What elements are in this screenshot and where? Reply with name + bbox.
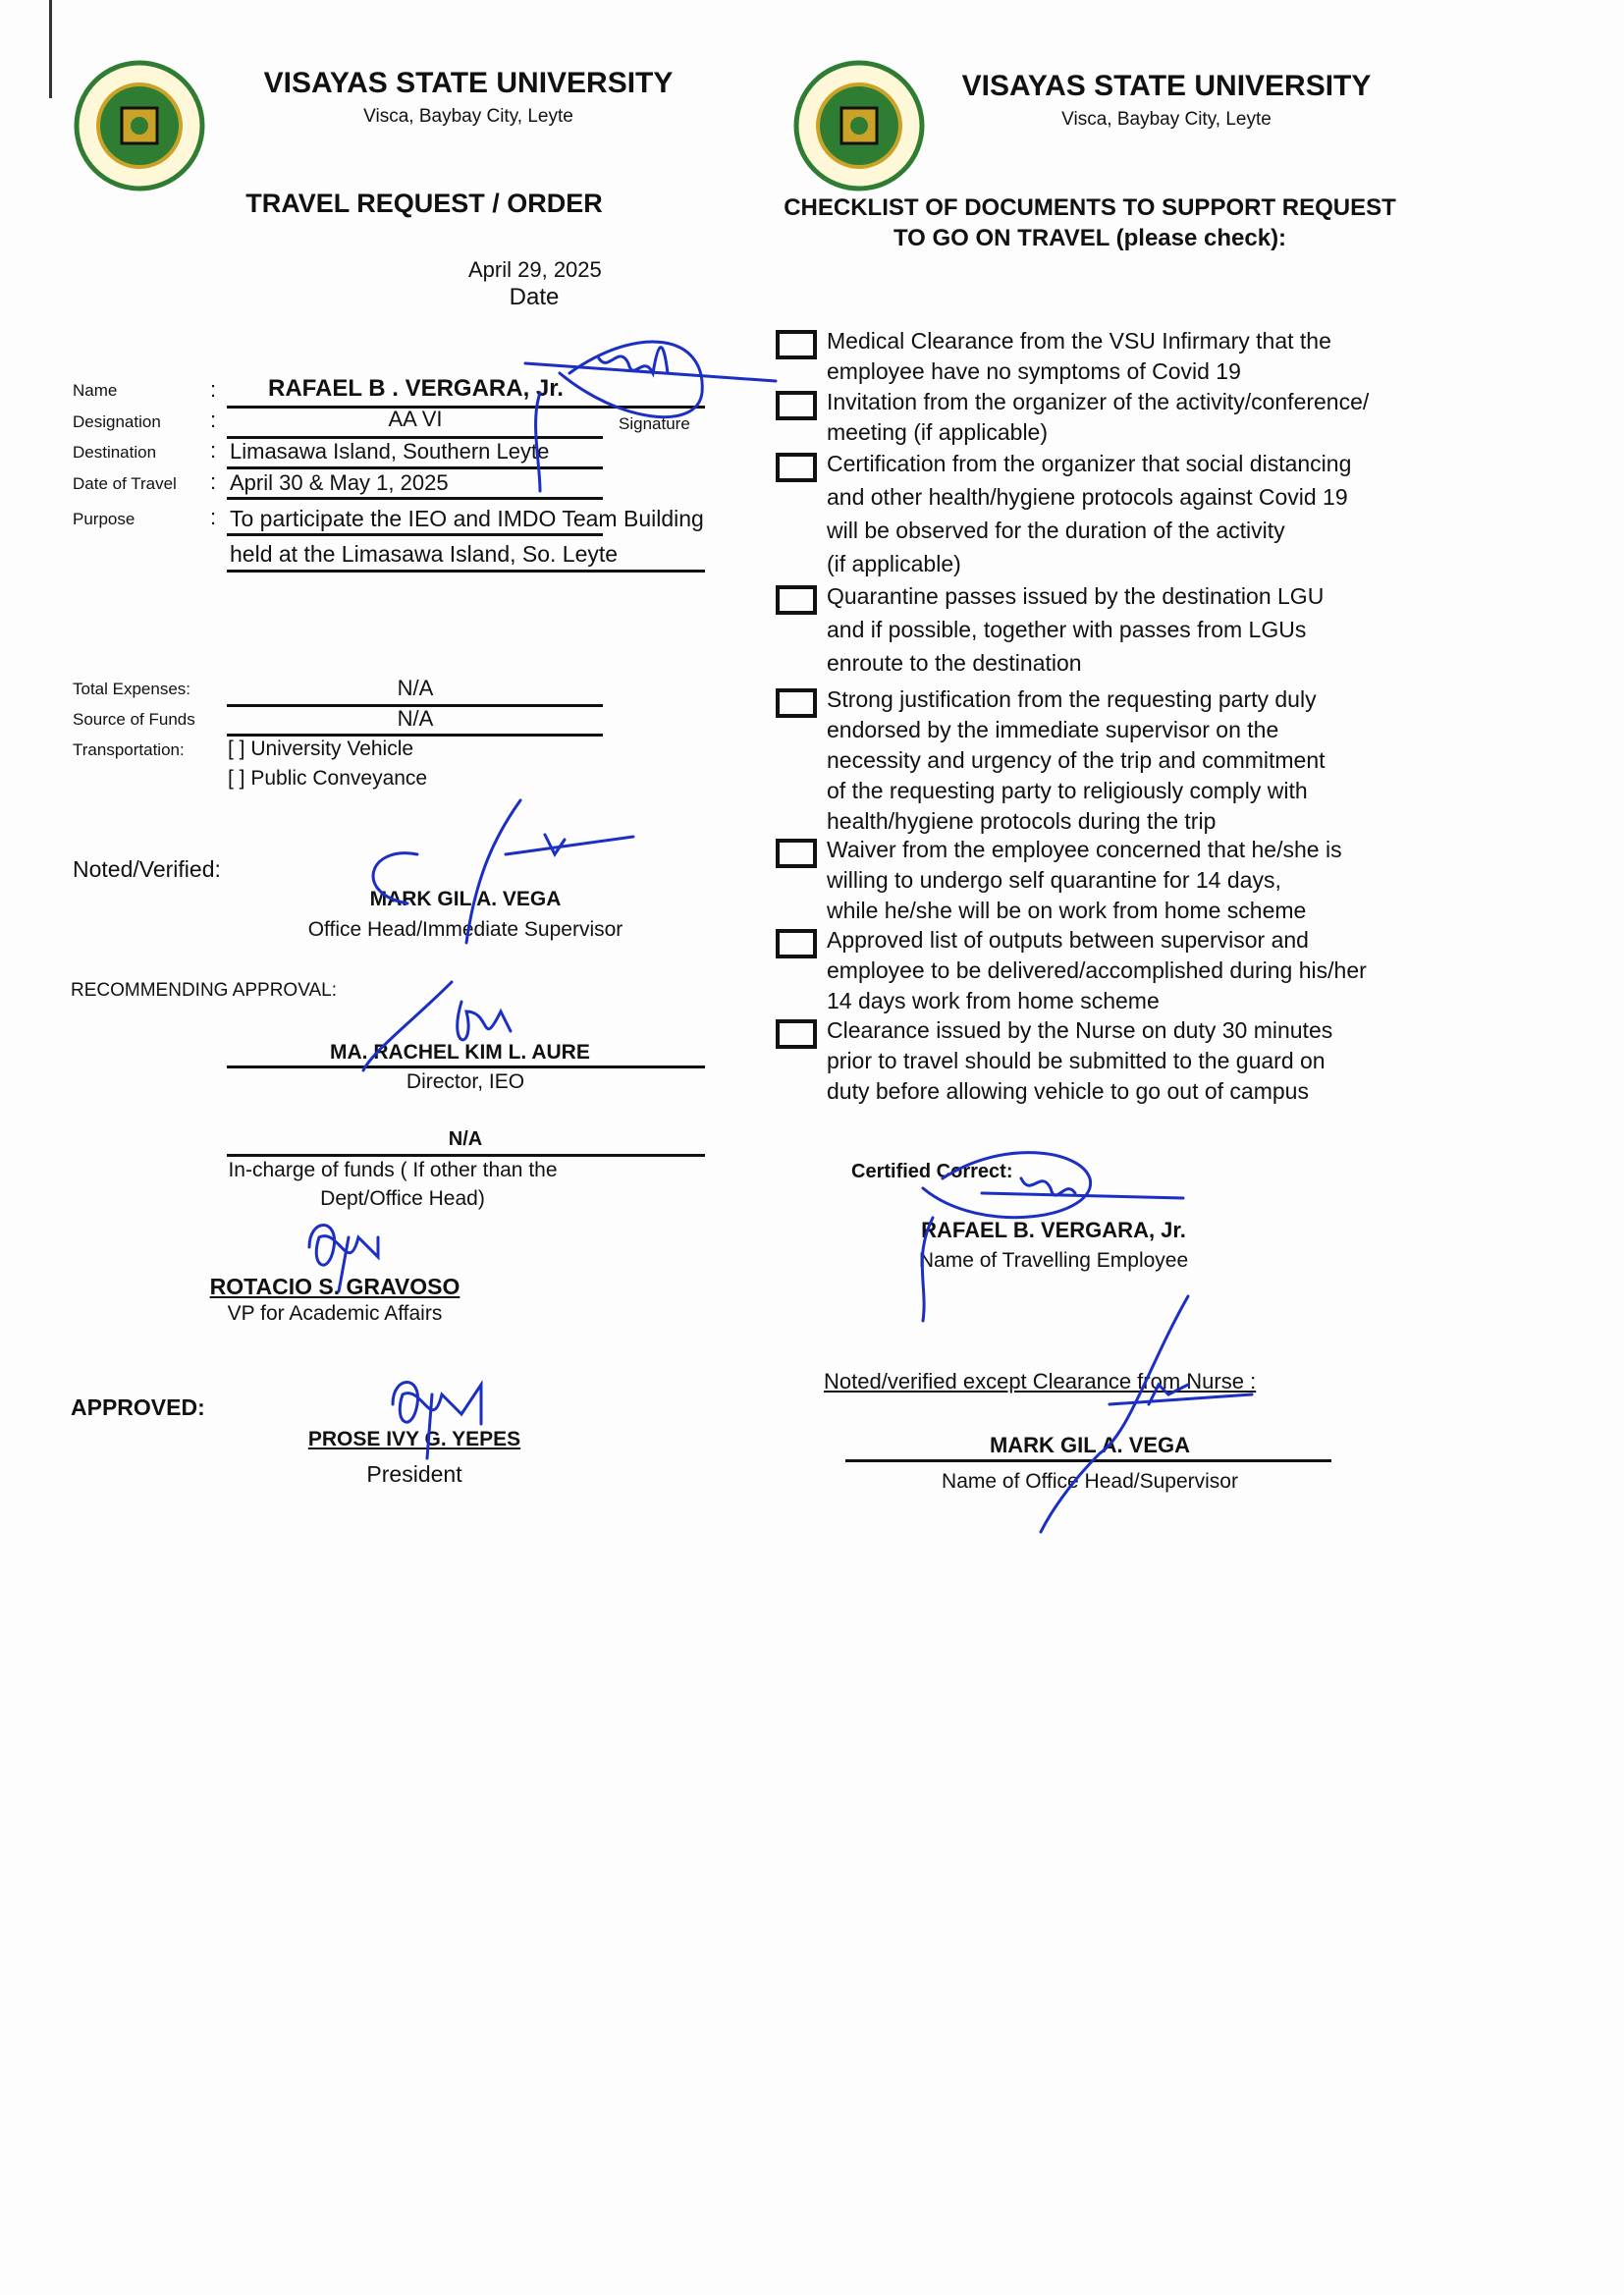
funds-incharge-title-1: In-charge of funds ( If other than the [228,1159,558,1181]
checklist-item-text: of the requesting party to religiously comply with [827,778,1308,803]
checklist-item-text: Waiver from the employee concerned that he/she is [827,837,1342,862]
checklist-item-text: duty before allowing vehicle to go out of campus [827,1078,1309,1104]
source-of-funds-value: N/A [397,706,434,731]
colon: : [210,438,217,463]
approved-name: PROSE IVY G. YEPES [307,1428,521,1450]
checklist-item-text: and other health/hygiene protocols against Covid 19 [827,484,1348,510]
checklist-checkbox[interactable] [776,1019,817,1049]
noted-verified-label: Noted/Verified: [73,856,221,882]
checklist-item-text: 14 days work from home scheme [827,988,1160,1013]
checklist-checkbox[interactable] [776,391,817,420]
checklist-item-text: endorsed by the immediate supervisor on the [827,717,1279,742]
university-address-right: Visca, Baybay City, Leyte [1061,109,1272,130]
approved-label: APPROVED: [71,1394,205,1420]
funds-incharge-value: N/A [448,1128,483,1150]
university-name-right: VISAYAS STATE UNIVERSITY [961,70,1372,102]
checklist-item-text: employee have no symptoms of Covid 19 [827,358,1241,384]
noted-name: MARK GIL A. VEGA [369,888,562,910]
date-of-travel-value: April 30 & May 1, 2025 [230,470,449,495]
signature-vergara [481,314,776,511]
destination-value: Limasawa Island, Southern Leyte [230,439,550,464]
colon: : [210,377,217,402]
approved-title: President [366,1461,462,1487]
noted-except-label: Noted/verified except Clearance from Nurse : [824,1369,1257,1393]
checklist-item-text: willing to undergo self quarantine for 14 days, [827,867,1281,893]
checklist-title-2: TO GO ON TRAVEL (please check): [893,225,1287,251]
university-address: Visca, Baybay City, Leyte [363,106,573,127]
date-value: April 29, 2025 [468,257,602,282]
transport-option-university-vehicle[interactable]: [ ] University Vehicle [228,738,414,760]
scan-mark [49,0,52,98]
checklist-item-text: Certification from the organizer that social distancing [827,451,1352,476]
checklist-item-text: meeting (if applicable) [827,419,1049,445]
colon: : [210,505,217,529]
checklist-checkbox[interactable] [776,453,817,482]
checklist-item-text: prior to travel should be submitted to the guard on [827,1048,1326,1073]
vp-title: VP for Academic Affairs [227,1302,443,1325]
source-of-funds-line [227,734,603,737]
checklist-checkbox[interactable] [776,929,817,958]
checklist-item-text: Strong justification from the requesting party duly [827,686,1317,712]
checklist-item-text: necessity and urgency of the trip and commitment [827,747,1326,773]
checklist-item-text: enroute to the destination [827,650,1082,676]
checklist-title-1: CHECKLIST OF DOCUMENTS TO SUPPORT REQUEST [784,194,1396,221]
checklist-checkbox[interactable] [776,688,817,718]
signature-yepes [373,1375,501,1463]
noted-right-title: Name of Office Head/Supervisor [942,1470,1238,1493]
colon: : [210,469,217,494]
vp-name: ROTACIO S. GRAVOSO [209,1274,460,1299]
colon: : [210,408,217,432]
signature-vega-left [349,795,643,953]
checklist-item-text: Quarantine passes issued by the destination LGU [827,583,1325,609]
funds-incharge-title-2: Dept/Office Head) [320,1187,485,1210]
destination-label: Destination [73,443,157,462]
checklist-item-text: Approved list of outputs between supervisor and [827,927,1309,953]
form-title: TRAVEL REQUEST / ORDER [245,189,603,218]
signature-gravoso [290,1218,417,1296]
recommending-approval-label: RECOMMENDING APPROVAL: [71,980,337,1001]
checklist-checkbox[interactable] [776,585,817,615]
checklist-item-text: will be observed for the duration of the activity [827,518,1285,543]
designation-value: AA VI [388,407,443,431]
certified-correct-label: Certified Correct: [851,1161,1013,1182]
transport-option-public-conveyance[interactable]: [ ] Public Conveyance [228,767,428,790]
checklist-item-text: while he/she will be on work from home scheme [827,898,1307,923]
total-expenses-value: N/A [397,676,434,700]
purpose-underline-1 [227,533,603,536]
university-logo [73,59,206,192]
checklist-item-text: and if possible, together with passes from LGUs [827,617,1307,642]
noted-title: Office Head/Immediate Supervisor [307,918,623,941]
noted-right-name: MARK GIL A. VEGA [989,1433,1191,1457]
transportation-label: Transportation: [73,740,185,759]
funds-incharge-line [227,1154,705,1157]
signature-vega-right [989,1286,1286,1542]
source-of-funds-label: Source of Funds [73,710,195,729]
date-label: Date [509,284,560,310]
recommending-title: Director, IEO [406,1070,525,1093]
designation-label: Designation [73,412,161,431]
checklist-item-text: employee to be delivered/accomplished during his/her [827,957,1367,983]
signature-label: Signature [619,414,690,433]
recommending-name: MA. RACHEL KIM L. AURE [330,1041,590,1064]
checklist-item-text: Medical Clearance from the VSU Infirmary that the [827,328,1331,354]
certified-title: Name of Travelling Employee [918,1249,1189,1272]
name-value: RAFAEL B . VERGARA, Jr. [268,375,564,402]
signature-aure [353,972,550,1100]
checklist-item-text: health/hygiene protocols during the trip [827,808,1217,834]
purpose-underline-2 [227,570,705,573]
university-name: VISAYAS STATE UNIVERSITY [263,67,674,99]
name-label: Name [73,381,118,400]
purpose-line-2: held at the Limasawa Island, So. Leyte [230,541,619,567]
checklist-item-text: Clearance issued by the Nurse on duty 30 minutes [827,1017,1333,1043]
total-expenses-label: Total Expenses: [73,680,191,698]
checklist-item-text: (if applicable) [827,551,961,576]
date-of-travel-label: Date of Travel [73,474,177,493]
certified-name: RAFAEL B. VERGARA, Jr. [921,1218,1186,1242]
purpose-label: Purpose [73,510,135,528]
purpose-line-1: To participate the IEO and IMDO Team Building [230,506,704,531]
university-logo-right [792,59,926,192]
checklist-checkbox[interactable] [776,839,817,868]
checklist-checkbox[interactable] [776,330,817,359]
checklist-item-text: Invitation from the organizer of the activity/conference/ [827,389,1370,414]
